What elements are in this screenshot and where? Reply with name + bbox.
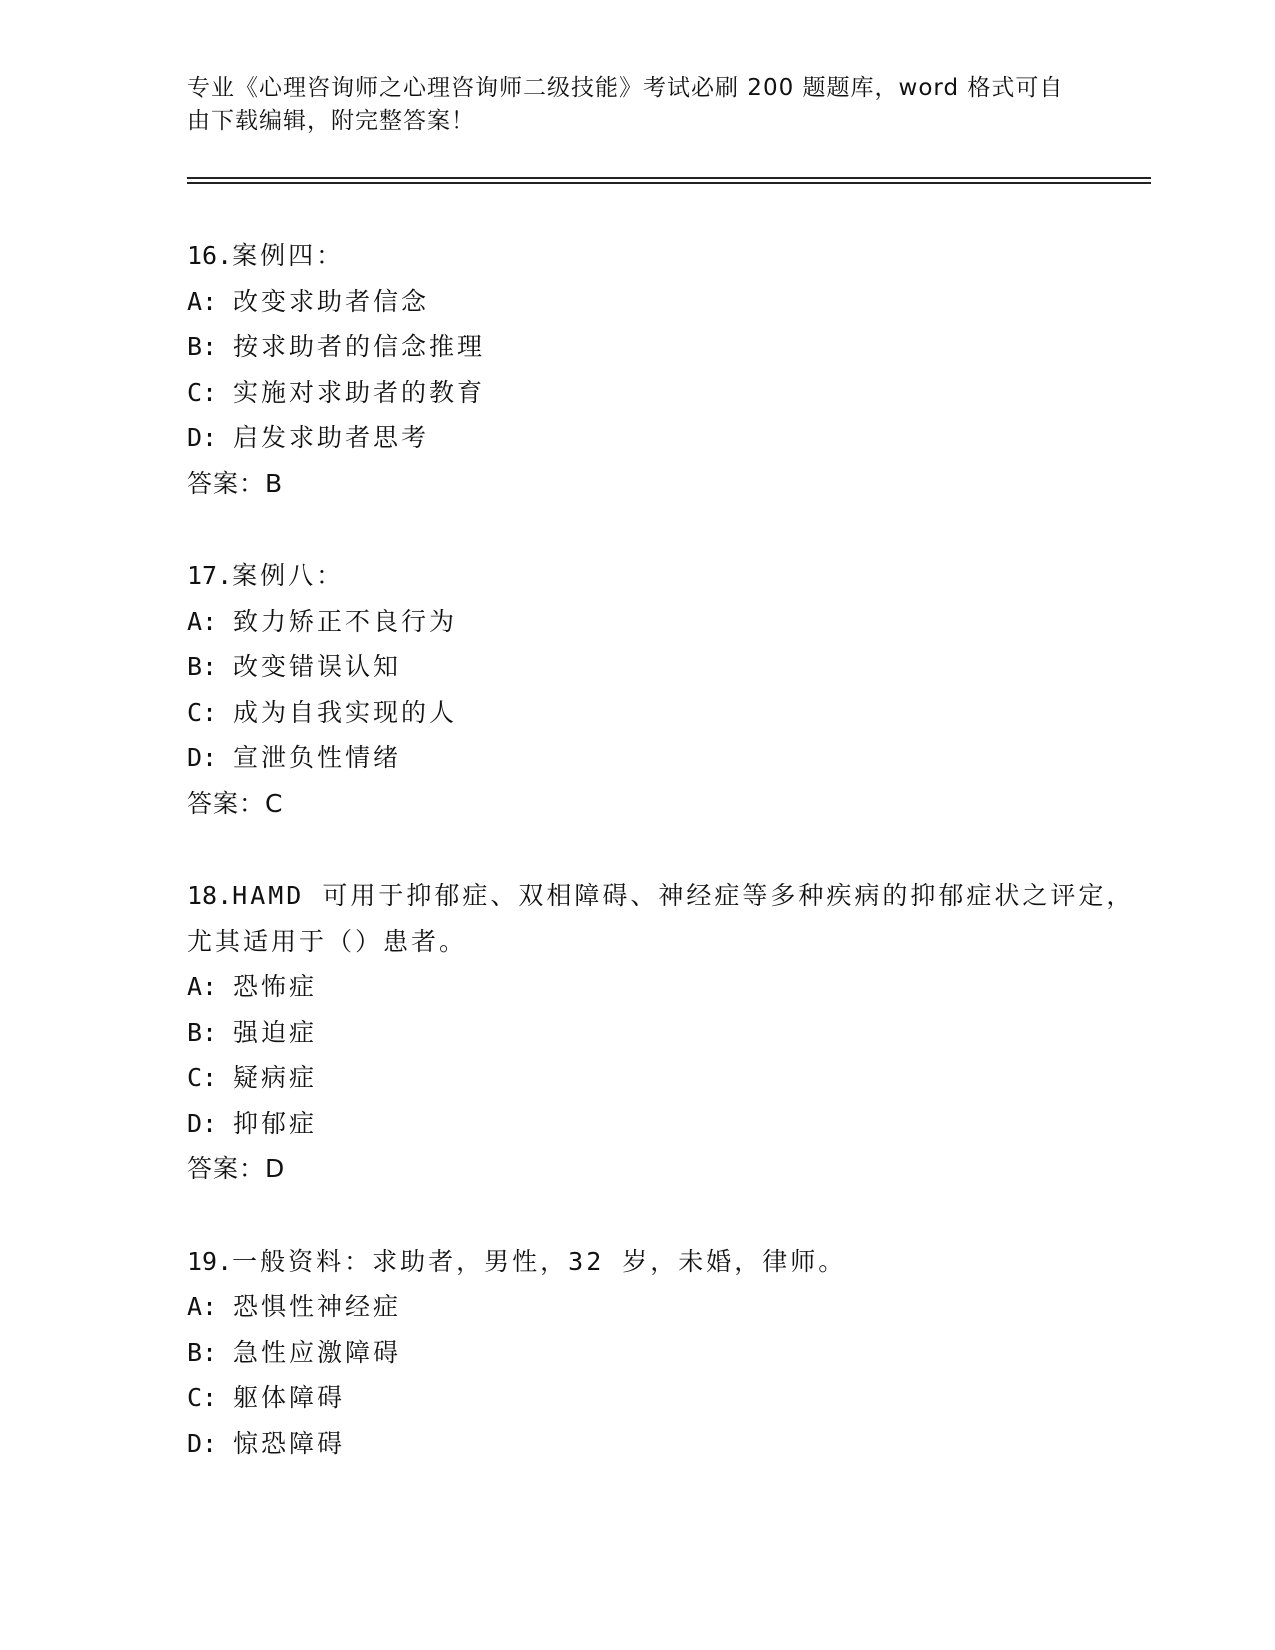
option-d xyxy=(187,1421,1147,1467)
document-header xyxy=(187,72,1067,138)
question-17 xyxy=(187,553,1147,826)
question-stem xyxy=(187,553,1147,599)
option-key: B: xyxy=(187,652,218,681)
question-18 xyxy=(187,873,1147,1192)
option-key: B: xyxy=(187,1017,218,1047)
option-key: C: xyxy=(187,1383,218,1412)
option-text: 宣泄负性情绪 xyxy=(233,743,402,772)
option-text: 躯体障碍 xyxy=(233,1383,346,1412)
option-d xyxy=(187,735,1147,781)
option-c xyxy=(187,690,1147,736)
option-text: 强迫症 xyxy=(233,1017,318,1047)
option-text: 按求助者的信念推理 xyxy=(233,332,486,361)
question-16 xyxy=(187,233,1147,506)
question-number: 16. xyxy=(187,241,233,270)
option-text: 疑病症 xyxy=(233,1063,318,1092)
option-key: A: xyxy=(187,972,218,1001)
option-d xyxy=(187,415,1147,461)
option-key: A: xyxy=(187,606,218,636)
option-b xyxy=(187,644,1147,690)
option-text: 抑郁症 xyxy=(233,1108,318,1138)
option-text: 改变错误认知 xyxy=(233,652,402,681)
question-number: 17. xyxy=(187,561,233,590)
option-b xyxy=(187,1010,1147,1056)
option-b xyxy=(187,1330,1147,1376)
answer-line: 答案：D xyxy=(187,1154,286,1183)
option-text: 恐怖症 xyxy=(233,972,318,1001)
option-key: A: xyxy=(187,286,218,316)
option-a xyxy=(187,1284,1147,1330)
question-text: 一般资料：求助者，男性，32 岁，未婚，律师。 xyxy=(232,1246,847,1276)
option-a xyxy=(187,599,1147,645)
option-text: 惊恐障碍 xyxy=(233,1428,346,1458)
question-list xyxy=(187,233,1147,1513)
option-c xyxy=(187,1375,1147,1421)
option-text: 实施对求助者的教育 xyxy=(233,377,486,407)
question-stem xyxy=(187,873,1147,964)
option-a xyxy=(187,964,1147,1010)
option-key: D: xyxy=(187,1428,218,1458)
option-key: D: xyxy=(187,423,218,452)
option-key: D: xyxy=(187,743,218,772)
header-title: 专业《心理咨询师之心理咨询师二级技能》考试必刷 200 题题库，word 格式可自由下载编辑，附完整答案！ xyxy=(187,75,1064,134)
question-stem xyxy=(187,233,1147,279)
question-number: 18. xyxy=(187,881,233,910)
option-key: C: xyxy=(187,697,218,727)
option-text: 恐惧性神经症 xyxy=(233,1292,402,1321)
question-text: 案例四： xyxy=(232,241,345,270)
question-19 xyxy=(187,1239,1147,1467)
option-b xyxy=(187,324,1147,370)
option-text: 致力矫正不良行为 xyxy=(233,606,458,636)
option-key: D: xyxy=(187,1108,218,1138)
option-key: B: xyxy=(187,1337,218,1367)
option-text: 启发求助者思考 xyxy=(233,423,430,452)
question-text: 案例八： xyxy=(232,561,345,590)
option-c xyxy=(187,1055,1147,1101)
option-c xyxy=(187,370,1147,416)
question-stem xyxy=(187,1239,1147,1285)
option-key: C: xyxy=(187,377,218,407)
question-number: 19. xyxy=(187,1246,233,1276)
option-text: 急性应激障碍 xyxy=(233,1337,402,1367)
option-d xyxy=(187,1101,1147,1147)
answer-line: 答案：C xyxy=(187,788,284,818)
option-a xyxy=(187,279,1147,325)
option-key: A: xyxy=(187,1292,218,1321)
header-divider-top xyxy=(187,177,1151,179)
header-divider-bottom xyxy=(187,182,1151,184)
option-text: 成为自我实现的人 xyxy=(233,697,458,727)
answer-line: 答案：B xyxy=(187,468,284,498)
question-text: HAMD 可用于抑郁症、双相障碍、神经症等多种疾病的抑郁症状之评定，尤其适用于（）患者。 xyxy=(187,881,1135,956)
option-text: 改变求助者信念 xyxy=(233,286,430,316)
option-key: B: xyxy=(187,332,218,361)
option-key: C: xyxy=(187,1063,218,1092)
